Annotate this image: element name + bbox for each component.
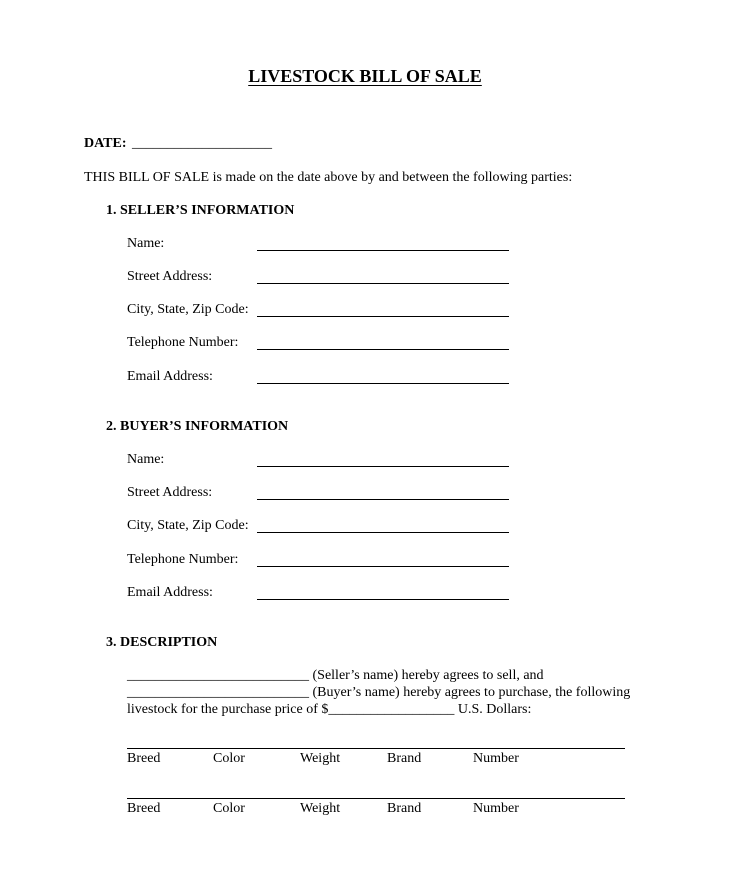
- buyer-name-field[interactable]: [257, 466, 509, 467]
- column-breed: Breed: [127, 801, 161, 816]
- buyer-city-field[interactable]: [257, 532, 509, 533]
- seller-city-label: City, State, Zip Code:: [127, 302, 249, 317]
- seller-email-label: Email Address:: [127, 369, 213, 384]
- buyer-email-field[interactable]: [257, 599, 509, 600]
- description-line-price: livestock for the purchase price of $__________________ U.S. Dollars:: [127, 702, 532, 717]
- column-brand: Brand: [387, 801, 422, 816]
- buyer-street-field[interactable]: [257, 499, 509, 500]
- buyer-name-label: Name:: [127, 452, 165, 467]
- seller-street-field[interactable]: [257, 283, 509, 284]
- description-line-seller: __________________________ (Seller’s name) hereby agrees to sell, and: [127, 668, 544, 683]
- seller-phone-label: Telephone Number:: [127, 335, 239, 350]
- buyer-phone-field[interactable]: [257, 566, 509, 567]
- livestock-row-1-line[interactable]: [127, 748, 625, 749]
- description-heading: 3. DESCRIPTION: [106, 635, 218, 650]
- seller-street-label: Street Address:: [127, 269, 213, 284]
- seller-phone-field[interactable]: [257, 349, 509, 350]
- buyer-heading: 2. BUYER’S INFORMATION: [106, 419, 289, 434]
- buyer-city-label: City, State, Zip Code:: [127, 518, 249, 533]
- date-field[interactable]: ____________________: [132, 136, 272, 151]
- column-color: Color: [213, 751, 245, 766]
- column-brand: Brand: [387, 751, 422, 766]
- buyer-email-label: Email Address:: [127, 585, 213, 600]
- seller-name-field[interactable]: [257, 250, 509, 251]
- document-title: LIVESTOCK BILL OF SALE: [248, 66, 482, 86]
- column-breed: Breed: [127, 751, 161, 766]
- column-number: Number: [473, 801, 519, 816]
- buyer-street-label: Street Address:: [127, 485, 213, 500]
- column-number: Number: [473, 751, 519, 766]
- seller-name-label: Name:: [127, 236, 165, 251]
- buyer-phone-label: Telephone Number:: [127, 552, 239, 567]
- column-weight: Weight: [300, 751, 341, 766]
- seller-heading: 1. SELLER’S INFORMATION: [106, 203, 295, 218]
- seller-city-field[interactable]: [257, 316, 509, 317]
- description-line-buyer: __________________________ (Buyer’s name) hereby agrees to purchase, the following: [127, 685, 631, 700]
- intro-text: THIS BILL OF SALE is made on the date above by and between the following parties:: [84, 170, 573, 185]
- seller-email-field[interactable]: [257, 383, 509, 384]
- column-weight: Weight: [300, 801, 341, 816]
- column-color: Color: [213, 801, 245, 816]
- date-label: DATE:: [84, 136, 127, 151]
- livestock-row-2-line[interactable]: [127, 798, 625, 799]
